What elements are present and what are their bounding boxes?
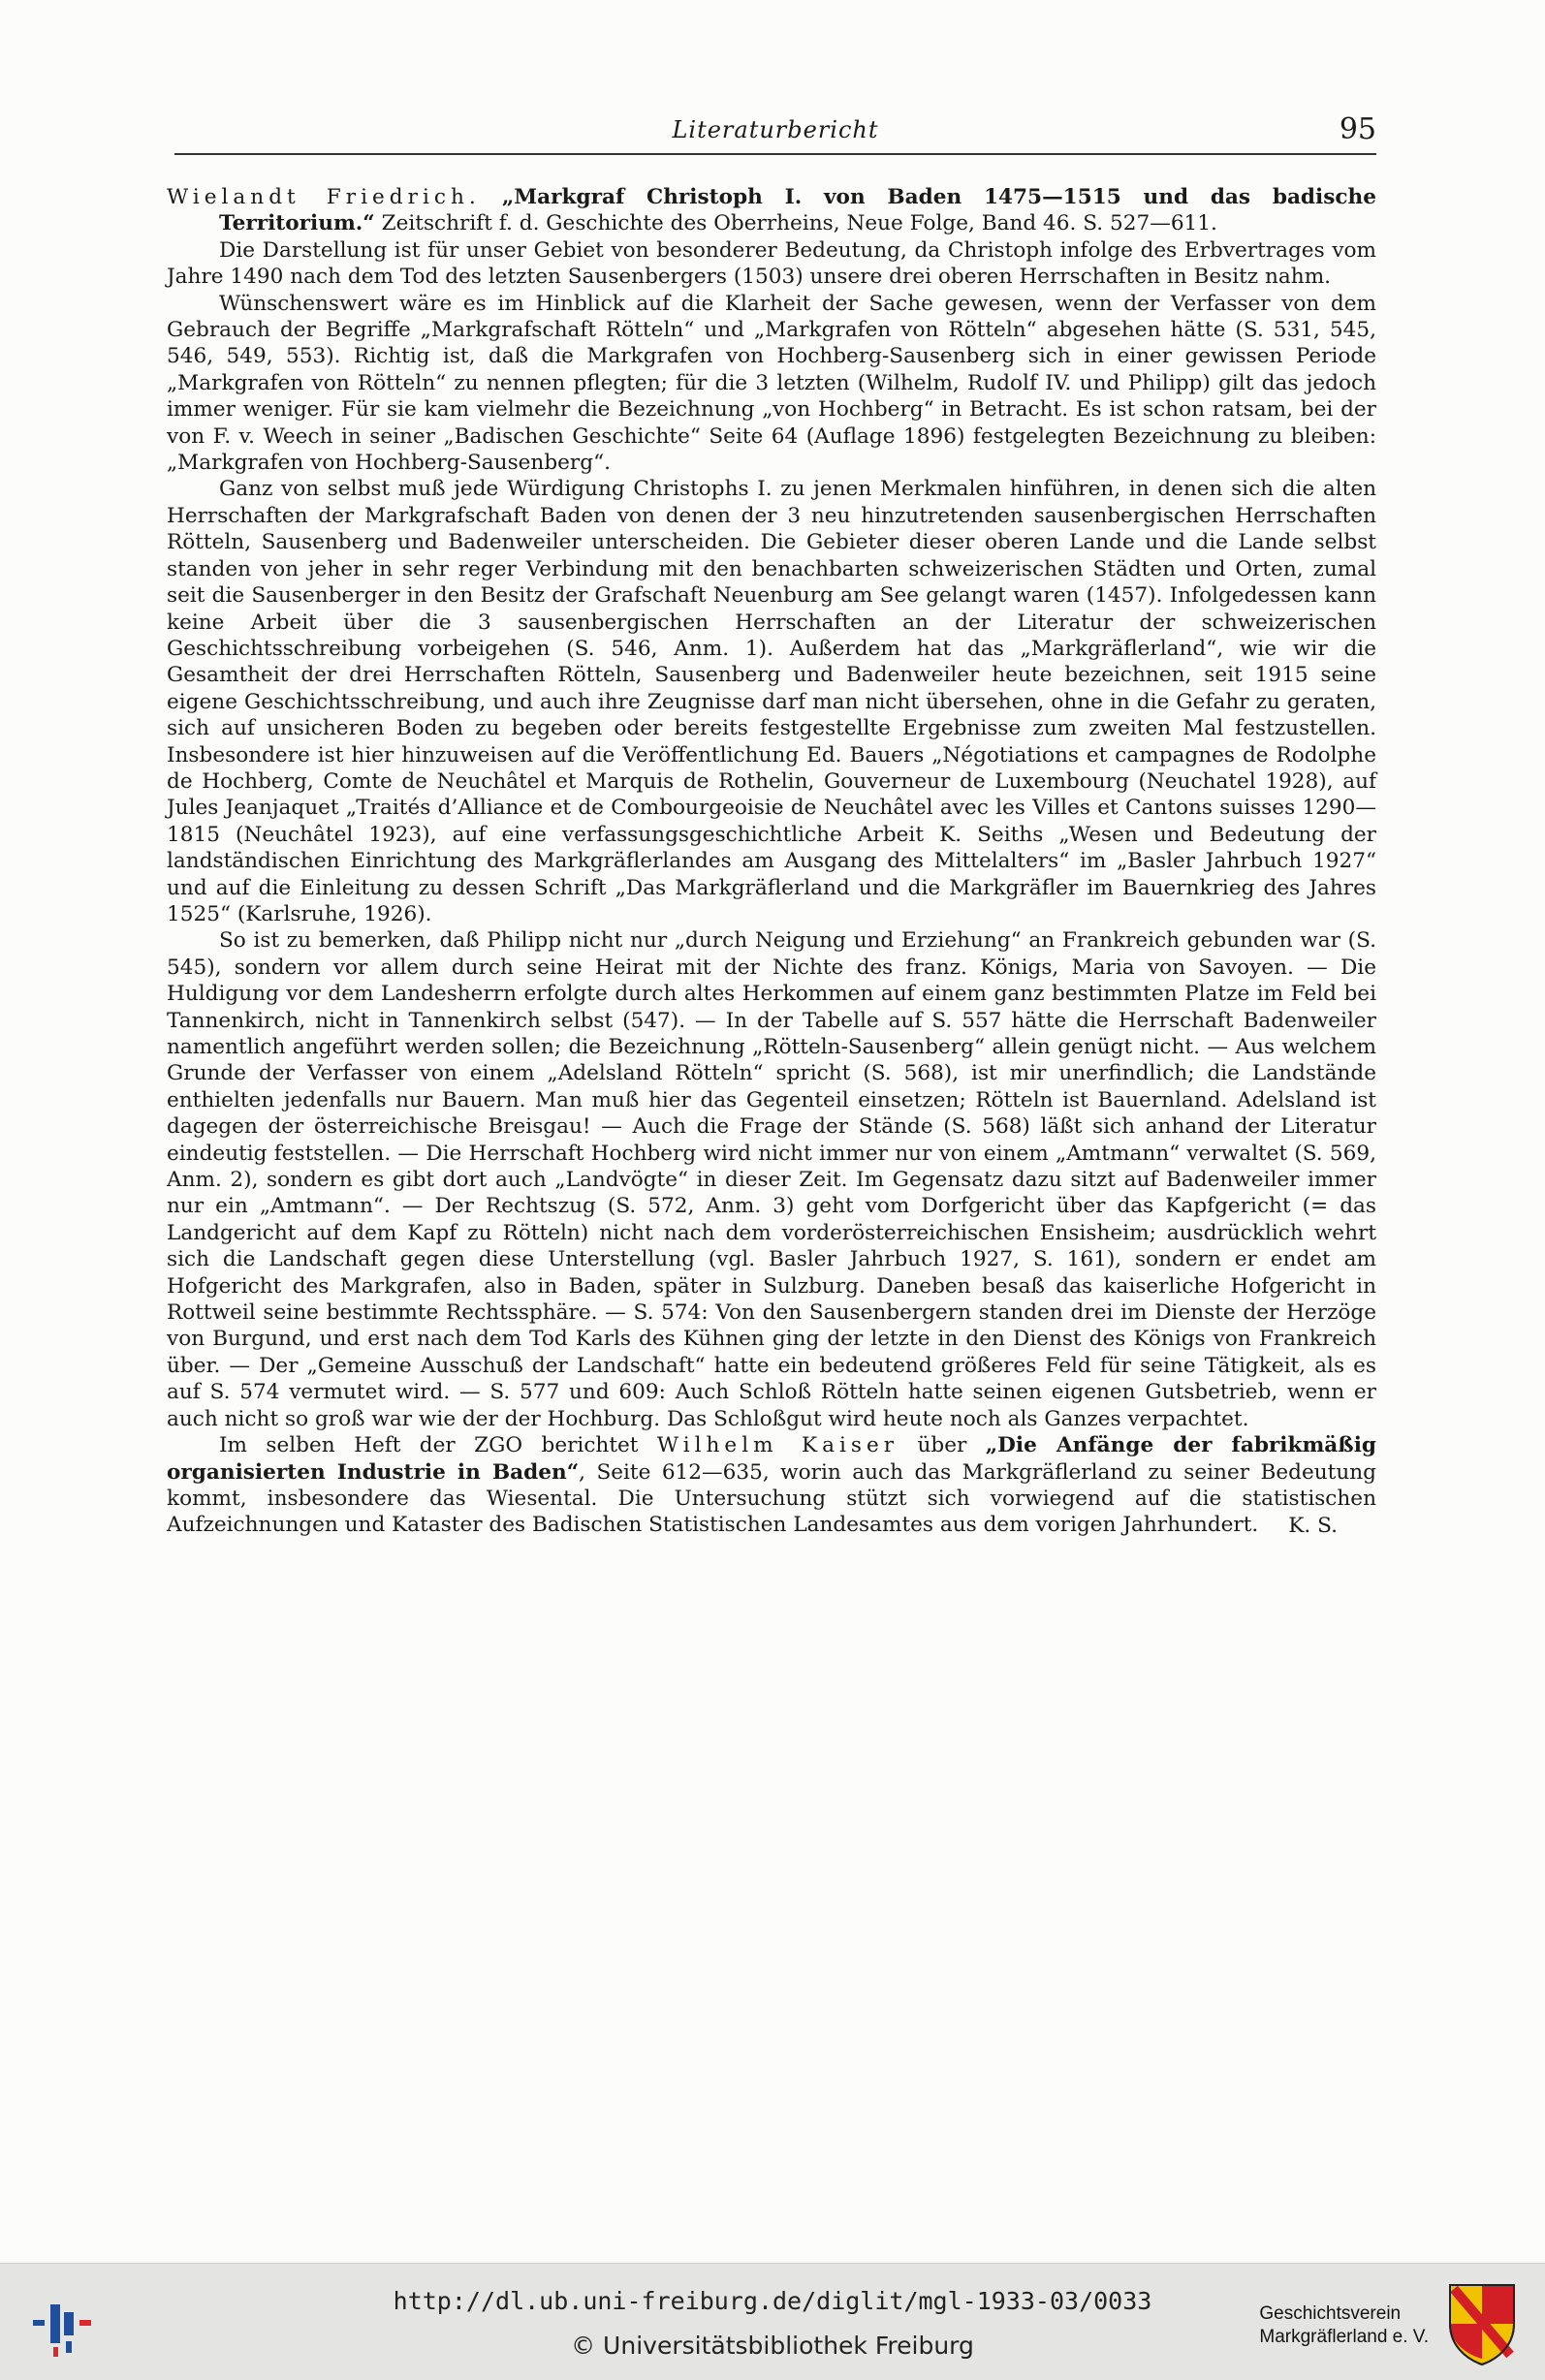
running-title: Literaturbericht <box>672 116 879 143</box>
second-review-intro: Im selben Heft der ZGO berichtet <box>219 1433 657 1458</box>
second-review-title: „Die Anfänge der fabrikmäßig organisierten Industrie in Baden“ <box>167 1433 1377 1485</box>
document-url[interactable]: http://dl.ub.uni-freiburg.de/diglit/mgl-1933-03/0033 <box>393 2287 1152 2315</box>
second-review-text: , Seite 612—635, worin auch das Markgräflerland zu seiner Bedeutung kommt, insbesondere das Wiesental. Die Untersuchung stützt sich vorwiegend auf die statistischen Aufzeichnungen und Kataster des Badischen Statistischen Landesamtes aus dem vorigen Jahrhundert. <box>167 1459 1376 1538</box>
footer-bar <box>0 2263 1545 2380</box>
signature: K. S. <box>1288 1513 1338 1538</box>
second-review-author: Wilhelm Kaiser <box>656 1433 899 1458</box>
second-review-mid: über <box>899 1433 986 1458</box>
review-citation: Zeitschrift f. d. Geschichte des Oberrheins, Neue Folge, Band 46. S. 527—611. <box>374 211 1217 236</box>
paragraph: Wünschenswert wäre es im Hinblick auf die Klarheit der Sache gewesen, wenn der Verfasser von dem Gebrauch der Begriffe „Markgrafschaft Rötteln“ und „Markgrafen von Rötteln“ abgesehen hätte (S. 531, 545, 546, 549, 553). Richtig ist, daß die Markgrafen von Hochberg-Sausenberg sich in einer gewissen Periode „Markgrafen von Rötteln“ zu nennen pflegten; für die 3 letzten (Wilhelm, Rudolf IV. und Philipp) gilt das jedoch immer weniger. Für sie kam vielmehr die Bezeichnung „von Hochberg“ in Betracht. Es ist schon ratsam, bei der von F. v. Weech in seiner „Badischen Geschichte“ Seite 64 (Auflage 1896) festgelegten Bezeichnung zu bleiben: „Markgrafen von Hochberg-Sausenberg“. <box>167 291 1376 476</box>
running-head <box>174 112 1376 155</box>
society-name <box>1259 2302 1429 2349</box>
paragraph: Die Darstellung ist für unser Gebiet von besonderer Bedeutung, da Christoph infolge des Erbvertrages vom Jahre 1490 nach dem Tod des letzten Sausenbergers (1503) unsere drei oberen Herrschaften in Besitz nahm. <box>167 237 1376 290</box>
review-author: Wielandt Friedrich. <box>167 185 481 209</box>
review-heading <box>167 184 1376 237</box>
review-title: „Markgraf Christoph I. von Baden 1475—1515 und das badische Territorium.“ <box>219 185 1376 236</box>
page-number: 95 <box>1339 112 1376 146</box>
markgraeflerland-coat-of-arms-icon <box>1446 2281 1518 2366</box>
society-name-line1: Geschichtsverein <box>1259 2303 1402 2324</box>
header-rule <box>174 153 1376 155</box>
paragraph: Ganz von selbst muß jede Würdigung Christophs I. zu jenen Merkmalen hinführen, in denen sich die alten Herrschaften der Markgrafschaft Baden von denen der 3 neu hinzutretenden sausenbergischen Herrschaften Rötteln, Sausenberg und Badenweiler unterscheiden. Die Gebieter dieser oberen Lande und die Lande selbst standen von jeher in sehr reger Verbindung mit den benachbarten schweizerischen Städten und Orten, zumal seit die Sausenberger in den Besitz der Grafschaft Neuenburg am See gelangt waren (1457). Infolgedessen kann keine Arbeit über die 3 sausenbergischen Herrschaften an der Literatur der schweizerischen Geschichtsschreibung vorbeigehen (S. 546, Anm. 1). Außerdem hat das „Markgräflerland“, wie wir die Gesamtheit der drei Herrschaften Rötteln, Sausenberg und Badenweiler heute bezeichnen, seit 1915 seine eigene Geschichtsschreibung, und auch ihre Zeugnisse darf man nicht übersehen, ohne in die Gefahr zu geraten, sich auf unsicheren Boden zu begeben oder bereits festgestellte Ergebnisse zum zweiten Mal festzustellen. Insbesondere ist hier hinzuweisen auf die Veröffentlichung Ed. Bauers „Négotiations et campagnes de Rodolphe de Hochberg, Comte de Neuchâtel et Marquis de Rothelin, Gouverneur de Luxembourg (Neuchatel 1928), auf Jules Jeanjaquet „Traités d’Alliance et de Combourgeoisie de Neuchâtel avec les Villes et Cantons suisses 1290—1815 (Neuchâtel 1923), auf eine verfassungsgeschichtliche Arbeit K. Seiths „Wesen und Bedeutung der landständischen Einrichtung des Markgräflerlandes am Ausgang des Mittelalters“ im „Basler Jahrbuch 1927“ und auf die Einleitung zu dessen Schrift „Das Markgräflerland und die Markgräfler im Bauernkrieg des Jahres 1525“ (Karlsruhe, 1926). <box>167 477 1376 926</box>
society-name-line2: Markgräflerland e. V. <box>1259 2327 1429 2347</box>
body-text <box>167 184 1376 1539</box>
copyright-notice: © Universitätsbibliothek Freiburg <box>571 2332 974 2360</box>
paragraph: So ist zu bemerken, daß Philipp nicht nur „durch Neigung und Erziehung“ an Frankreich gebunden war (S. 545), sondern vor allem durch seine Heirat mit der Nichte des franz. Königs, Maria von Savoyen. — Die Huldigung vor dem Landesherrn erfolgte durch altes Herkommen auf einem ganz bestimmten Platze im Feld bei Tannenkirch, nicht in Tannenkirch selbst (547). — In der Tabelle auf S. 557 hätte die Herrschaft Badenweiler namentlich angeführt werden sollen; die Bezeichnung „Rötteln-Sausenberg“ allein genügt nicht. — Aus welchem Grunde der Verfasser von einem „Adelsland Rötteln“ spricht (S. 568), ist mir unerfindlich; die Landstände enthielten jedenfalls nur Bauern. Man muß hier das Gegenteil einsetzen; Rötteln ist Bauernland. Adelsland ist dagegen der österreichische Breisgau! — Auch die Frage der Stände (S. 568) läßt sich anhand der Literatur eindeutig feststellen. — Die Herrschaft Hochberg wird nicht immer nur von einem „Amtmann“ verwaltet (S. 569, Anm. 2), sondern es gibt dort auch „Landvögte“ in dieser Zeit. Im Gegensatz dazu sitzt auf Badenweiler immer nur ein „Amtmann“. — Der Rechtszug (S. 572, Anm. 3) geht vom Dorfgericht über das Kapfgericht (= das Landgericht auf dem Kapf zu Rötteln) nicht nach dem vorderösterreichischen Ensisheim; ausdrücklich wehrt sich die Landschaft gegen diese Unterstellung (vgl. Basler Jahrbuch 1927, S. 161), sondern er endet am Hofgericht des Markgrafen, also in Baden, später in Sulzburg. Daneben besaß das kaiserliche Hofgericht in Rottweil seine bestimmte Rechtssphäre. — S. 574: Von den Sausenbergern standen drei im Dienste der Herzöge von Burgund, und erst nach dem Tod Karls des Kühnen ging der letzte in den Dienst des Königs von Frankreich über. — Der „Gemeine Ausschuß der Landschaft“ hatte ein bedeutend größeres Feld für seine Tätigkeit, als es auf S. 574 vermutet wird. — S. 577 und 609: Auch Schloß Rötteln hatte seinen eigenen Gutsbetrieb, wenn er auch nicht so groß war wie der der Hochburg. Das Schloßgut wird heute noch als Ganzes verpachtet. <box>167 928 1376 1431</box>
second-review <box>167 1432 1376 1539</box>
